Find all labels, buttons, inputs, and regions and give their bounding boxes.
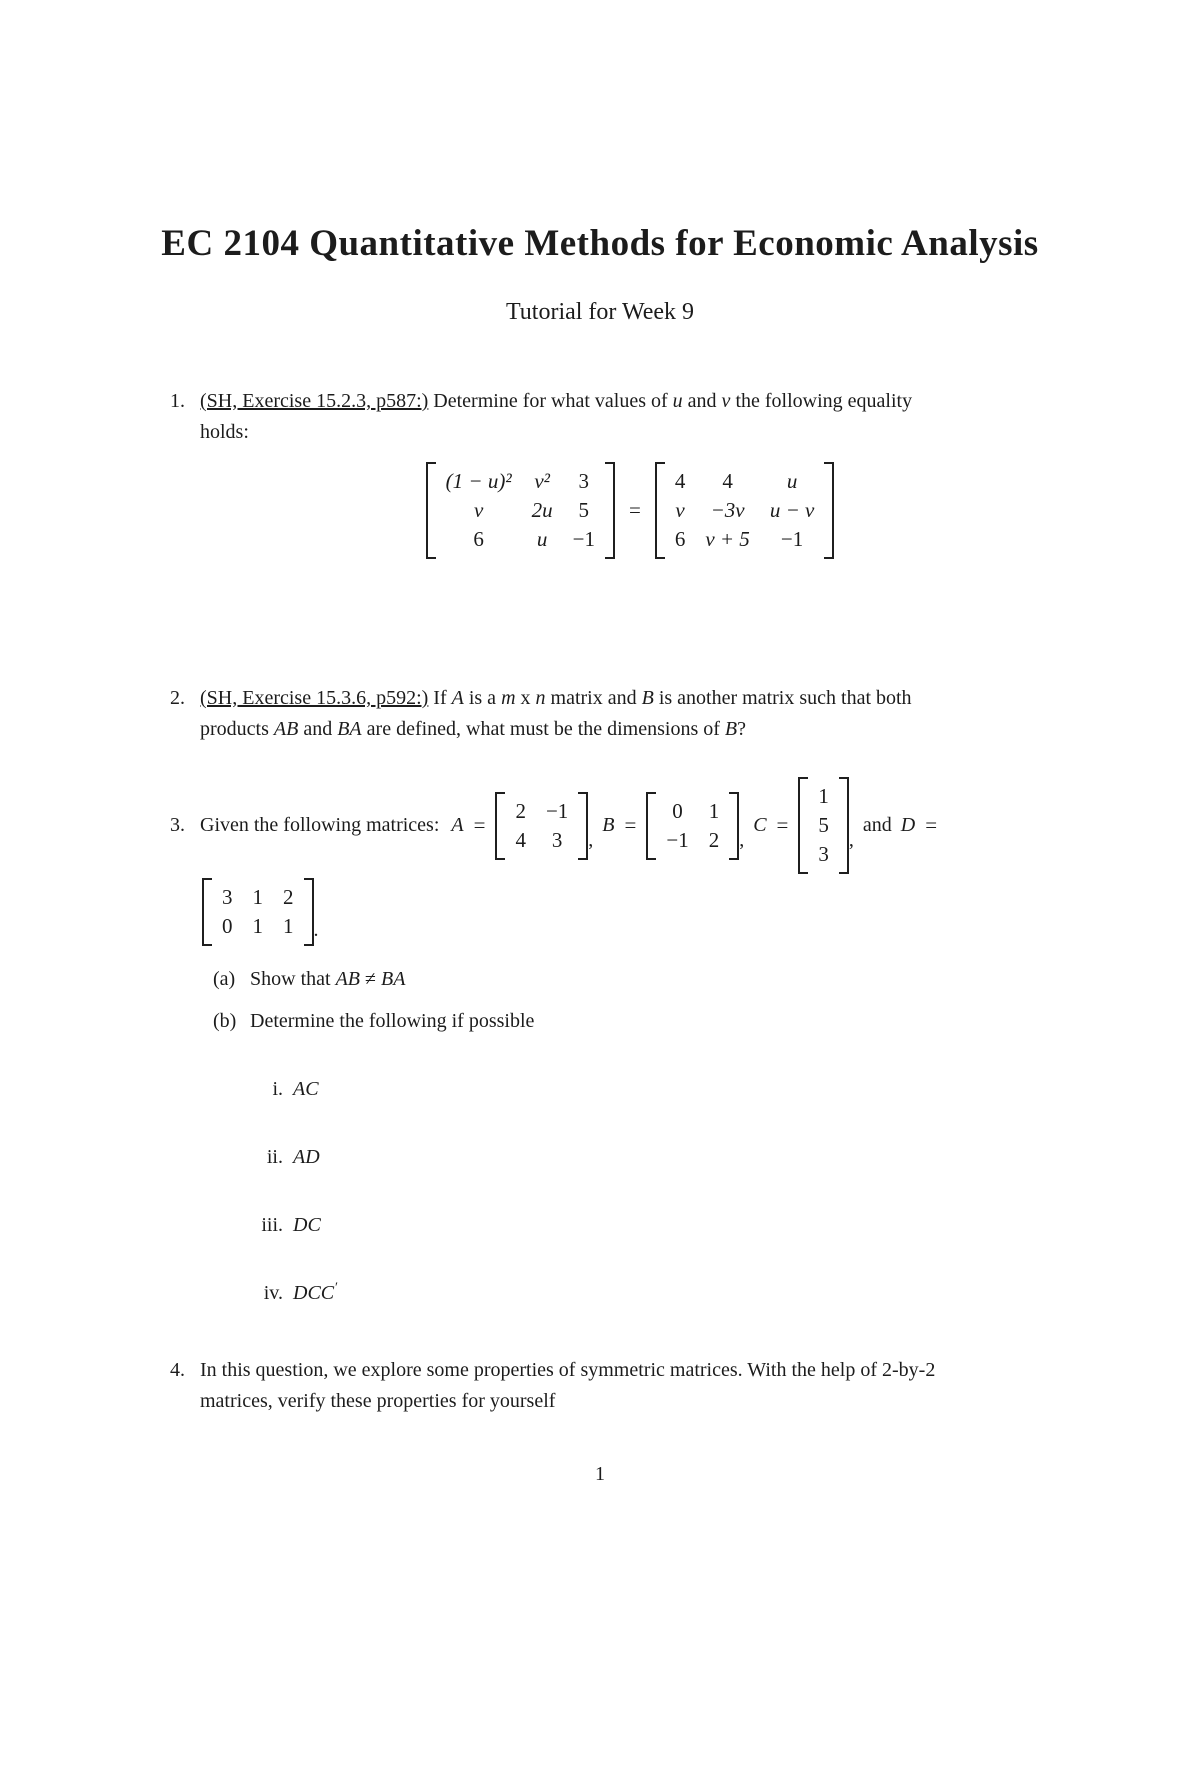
question-2-number: 2.: [170, 687, 185, 709]
list-item-ii: [200, 1142, 1070, 1173]
matrix-cell: 1: [708, 798, 720, 823]
list-item-iii-label: iii.: [261, 1214, 283, 1236]
question-1-text: [200, 386, 1060, 448]
question-2: [170, 683, 1070, 745]
text-fragment: is another matrix such that both: [653, 687, 912, 709]
question-4-number: 4.: [170, 1359, 185, 1381]
question-3-intro: Given the following matrices:: [200, 814, 440, 836]
document-page: [0, 222, 1200, 1775]
matrix-cell: 3: [551, 827, 563, 852]
matrix-cell: 3: [222, 885, 233, 909]
question-1-body: [200, 386, 1060, 559]
matrix-cell: 3: [578, 469, 590, 493]
matrix-C: [798, 777, 849, 874]
question-2-body: [200, 683, 1060, 745]
prime-symbol: ′: [334, 1280, 338, 1296]
text-fragment: DCC: [293, 1282, 335, 1304]
matrix-bracket-right: [578, 792, 588, 860]
page-subtitle: Tutorial for Week 9: [505, 299, 695, 325]
equals-sign: =: [473, 813, 486, 837]
text-fragment: In this question, we explore some properties of symmetric matrices. With the help of 2-by-2: [200, 1359, 936, 1381]
subquestion-a: [213, 964, 1070, 995]
matrix-D-row: [202, 878, 1070, 946]
matrix-grid: [808, 777, 839, 874]
list-item-i-label: i.: [272, 1078, 283, 1100]
matrix-cell: u − v: [769, 498, 815, 522]
matrix-bracket-left: [426, 462, 436, 559]
question-3: [170, 777, 1070, 1309]
matrix-left: [426, 462, 615, 559]
math-expr-AB: AB: [335, 968, 360, 990]
list-item-iv-label: iv.: [263, 1282, 283, 1304]
text-fragment: Show that: [250, 968, 336, 990]
matrix-grid: [665, 462, 825, 559]
matrix-bracket-left: [495, 792, 505, 860]
matrix-cell: 0: [672, 798, 683, 823]
subquestion-b: [213, 1006, 1070, 1037]
matrix-cell: 3: [818, 842, 829, 866]
matrix-bracket-right: [824, 462, 834, 559]
math-var-B: B: [641, 687, 654, 709]
matrix-cell: v²: [534, 469, 550, 493]
math-expr-AD: AD: [293, 1146, 320, 1168]
text-fragment: holds:: [200, 421, 249, 443]
matrix-right: [655, 462, 835, 559]
question-1: [170, 386, 1070, 559]
math-var-m: m: [501, 687, 516, 709]
math-expr-AC: AC: [293, 1078, 319, 1100]
math-var-A: A: [451, 687, 464, 709]
matrix-cell: 4: [515, 827, 526, 852]
matrix-grid: [436, 462, 605, 559]
matrix-bracket-right: [729, 792, 739, 860]
matrix-cell: −3v: [710, 498, 745, 522]
equals-sign: =: [776, 813, 789, 837]
list-item-iv: [200, 1278, 1070, 1309]
text-fragment: the following equality: [730, 390, 913, 412]
matrix-cell: 2u: [531, 498, 553, 522]
matrix-grid: [656, 792, 729, 860]
matrix-cell: −1: [572, 527, 595, 551]
matrix-cell: v: [675, 498, 685, 522]
subquestion-a-text: [250, 964, 405, 995]
matrix-bracket-right: [839, 777, 849, 874]
math-var-C: C: [753, 814, 767, 836]
text-fragment: Determine for what values of: [433, 390, 673, 412]
text-fragment: If: [433, 687, 452, 709]
page-number: 1: [595, 1463, 605, 1485]
question-1-number: 1.: [170, 390, 185, 412]
matrix-cell: 2: [515, 798, 526, 823]
subquestion-b-label: (b): [213, 1010, 237, 1032]
text-fragment: products: [200, 718, 274, 740]
list-item-ii-label: ii.: [266, 1146, 283, 1168]
question-2-text: [200, 683, 1060, 745]
question-2-reference: (SH, Exercise 15.3.6, p592:): [200, 687, 429, 709]
matrix-bracket-left: [646, 792, 656, 860]
matrix-cell: u: [786, 469, 798, 493]
question-4-body: [200, 1355, 1060, 1417]
question-4: [170, 1355, 1070, 1417]
matrix-cell: v + 5: [705, 527, 750, 551]
text-fragment: is a: [463, 687, 502, 709]
matrix-cell: −1: [780, 527, 804, 551]
equals-sign: =: [628, 498, 641, 522]
math-expr-BA: BA: [380, 968, 406, 990]
math-expr-AB: AB: [273, 718, 299, 740]
matrix-cell: 2: [708, 827, 720, 852]
math-var-n: n: [535, 687, 546, 709]
text-fragment: matrices, verify these properties for yourself: [200, 1390, 556, 1412]
question-4-text: [200, 1355, 1060, 1417]
math-expr-DC: DC: [293, 1214, 321, 1236]
list-item-iii: [200, 1210, 1070, 1241]
matrix-cell: 4: [674, 469, 686, 493]
matrix-cell: 1: [283, 914, 294, 938]
matrix-cell: 5: [578, 498, 590, 522]
math-var-A: A: [451, 814, 464, 836]
text-fragment: and: [682, 390, 722, 412]
comma: ,: [588, 829, 594, 851]
question-3-number: 3.: [170, 814, 185, 836]
matrix-grid: [505, 792, 578, 860]
matrix-cell: 2: [283, 885, 294, 909]
question-1-reference: (SH, Exercise 15.2.3, p587:): [200, 390, 429, 412]
math-expr-BA: BA: [337, 718, 362, 740]
matrix-cell: −1: [666, 827, 689, 852]
math-var-u: u: [672, 390, 683, 412]
matrix-bracket-right: [304, 878, 314, 946]
subquestion-a-label: (a): [213, 968, 236, 990]
period: .: [313, 918, 319, 941]
matrix-cell: 6: [674, 527, 686, 551]
matrix-cell: 1: [818, 784, 829, 808]
page-title: EC 2104 Quantitative Methods for Economic Analysis: [161, 223, 1039, 264]
matrix-bracket-left: [202, 878, 212, 946]
math-expr-DCC-prime: [293, 1278, 337, 1309]
matrix-cell: 1: [252, 885, 263, 909]
document-content: [0, 386, 1200, 1417]
matrix-D: [202, 878, 314, 946]
math-var-v: v: [721, 390, 731, 412]
not-equal-sign: ≠: [365, 968, 376, 990]
matrix-cell: v: [473, 498, 484, 522]
matrix-cell: u: [536, 527, 548, 551]
equals-sign: =: [624, 813, 637, 837]
matrix-cell: 4: [722, 469, 733, 493]
matrix-B: [646, 792, 739, 860]
matrix-cell: 0: [222, 914, 233, 938]
text-fragment: and: [298, 718, 338, 740]
math-var-B: B: [724, 718, 738, 740]
list-item-i: [200, 1074, 1070, 1105]
matrix-cell: 5: [818, 813, 829, 837]
math-var-D: D: [900, 814, 916, 836]
matrix-cell: −1: [545, 798, 569, 823]
comma: ,: [848, 829, 854, 851]
matrix-bracket-right: [605, 462, 615, 559]
matrix-grid: [212, 878, 304, 946]
question-3-intro-row: [170, 777, 1070, 874]
equals-sign: =: [925, 813, 938, 837]
matrix-A: [495, 792, 588, 860]
matrix-equation: [200, 462, 1060, 559]
subquestion-b-text: Determine the following if possible: [250, 1010, 535, 1032]
text-fragment: x: [515, 687, 536, 709]
matrix-bracket-left: [655, 462, 665, 559]
matrix-cell: (1 − u)²: [445, 469, 512, 493]
comma: ,: [739, 829, 745, 851]
matrix-cell: 1: [252, 914, 263, 938]
text-fragment: matrix and: [545, 687, 642, 709]
math-var-B: B: [602, 814, 615, 836]
text-fragment: ?: [737, 718, 747, 740]
text-fragment: are defined, what must be the dimensions of: [361, 718, 725, 740]
text-fragment: and: [862, 814, 892, 836]
matrix-cell: 6: [473, 527, 484, 551]
matrix-bracket-left: [798, 777, 808, 874]
